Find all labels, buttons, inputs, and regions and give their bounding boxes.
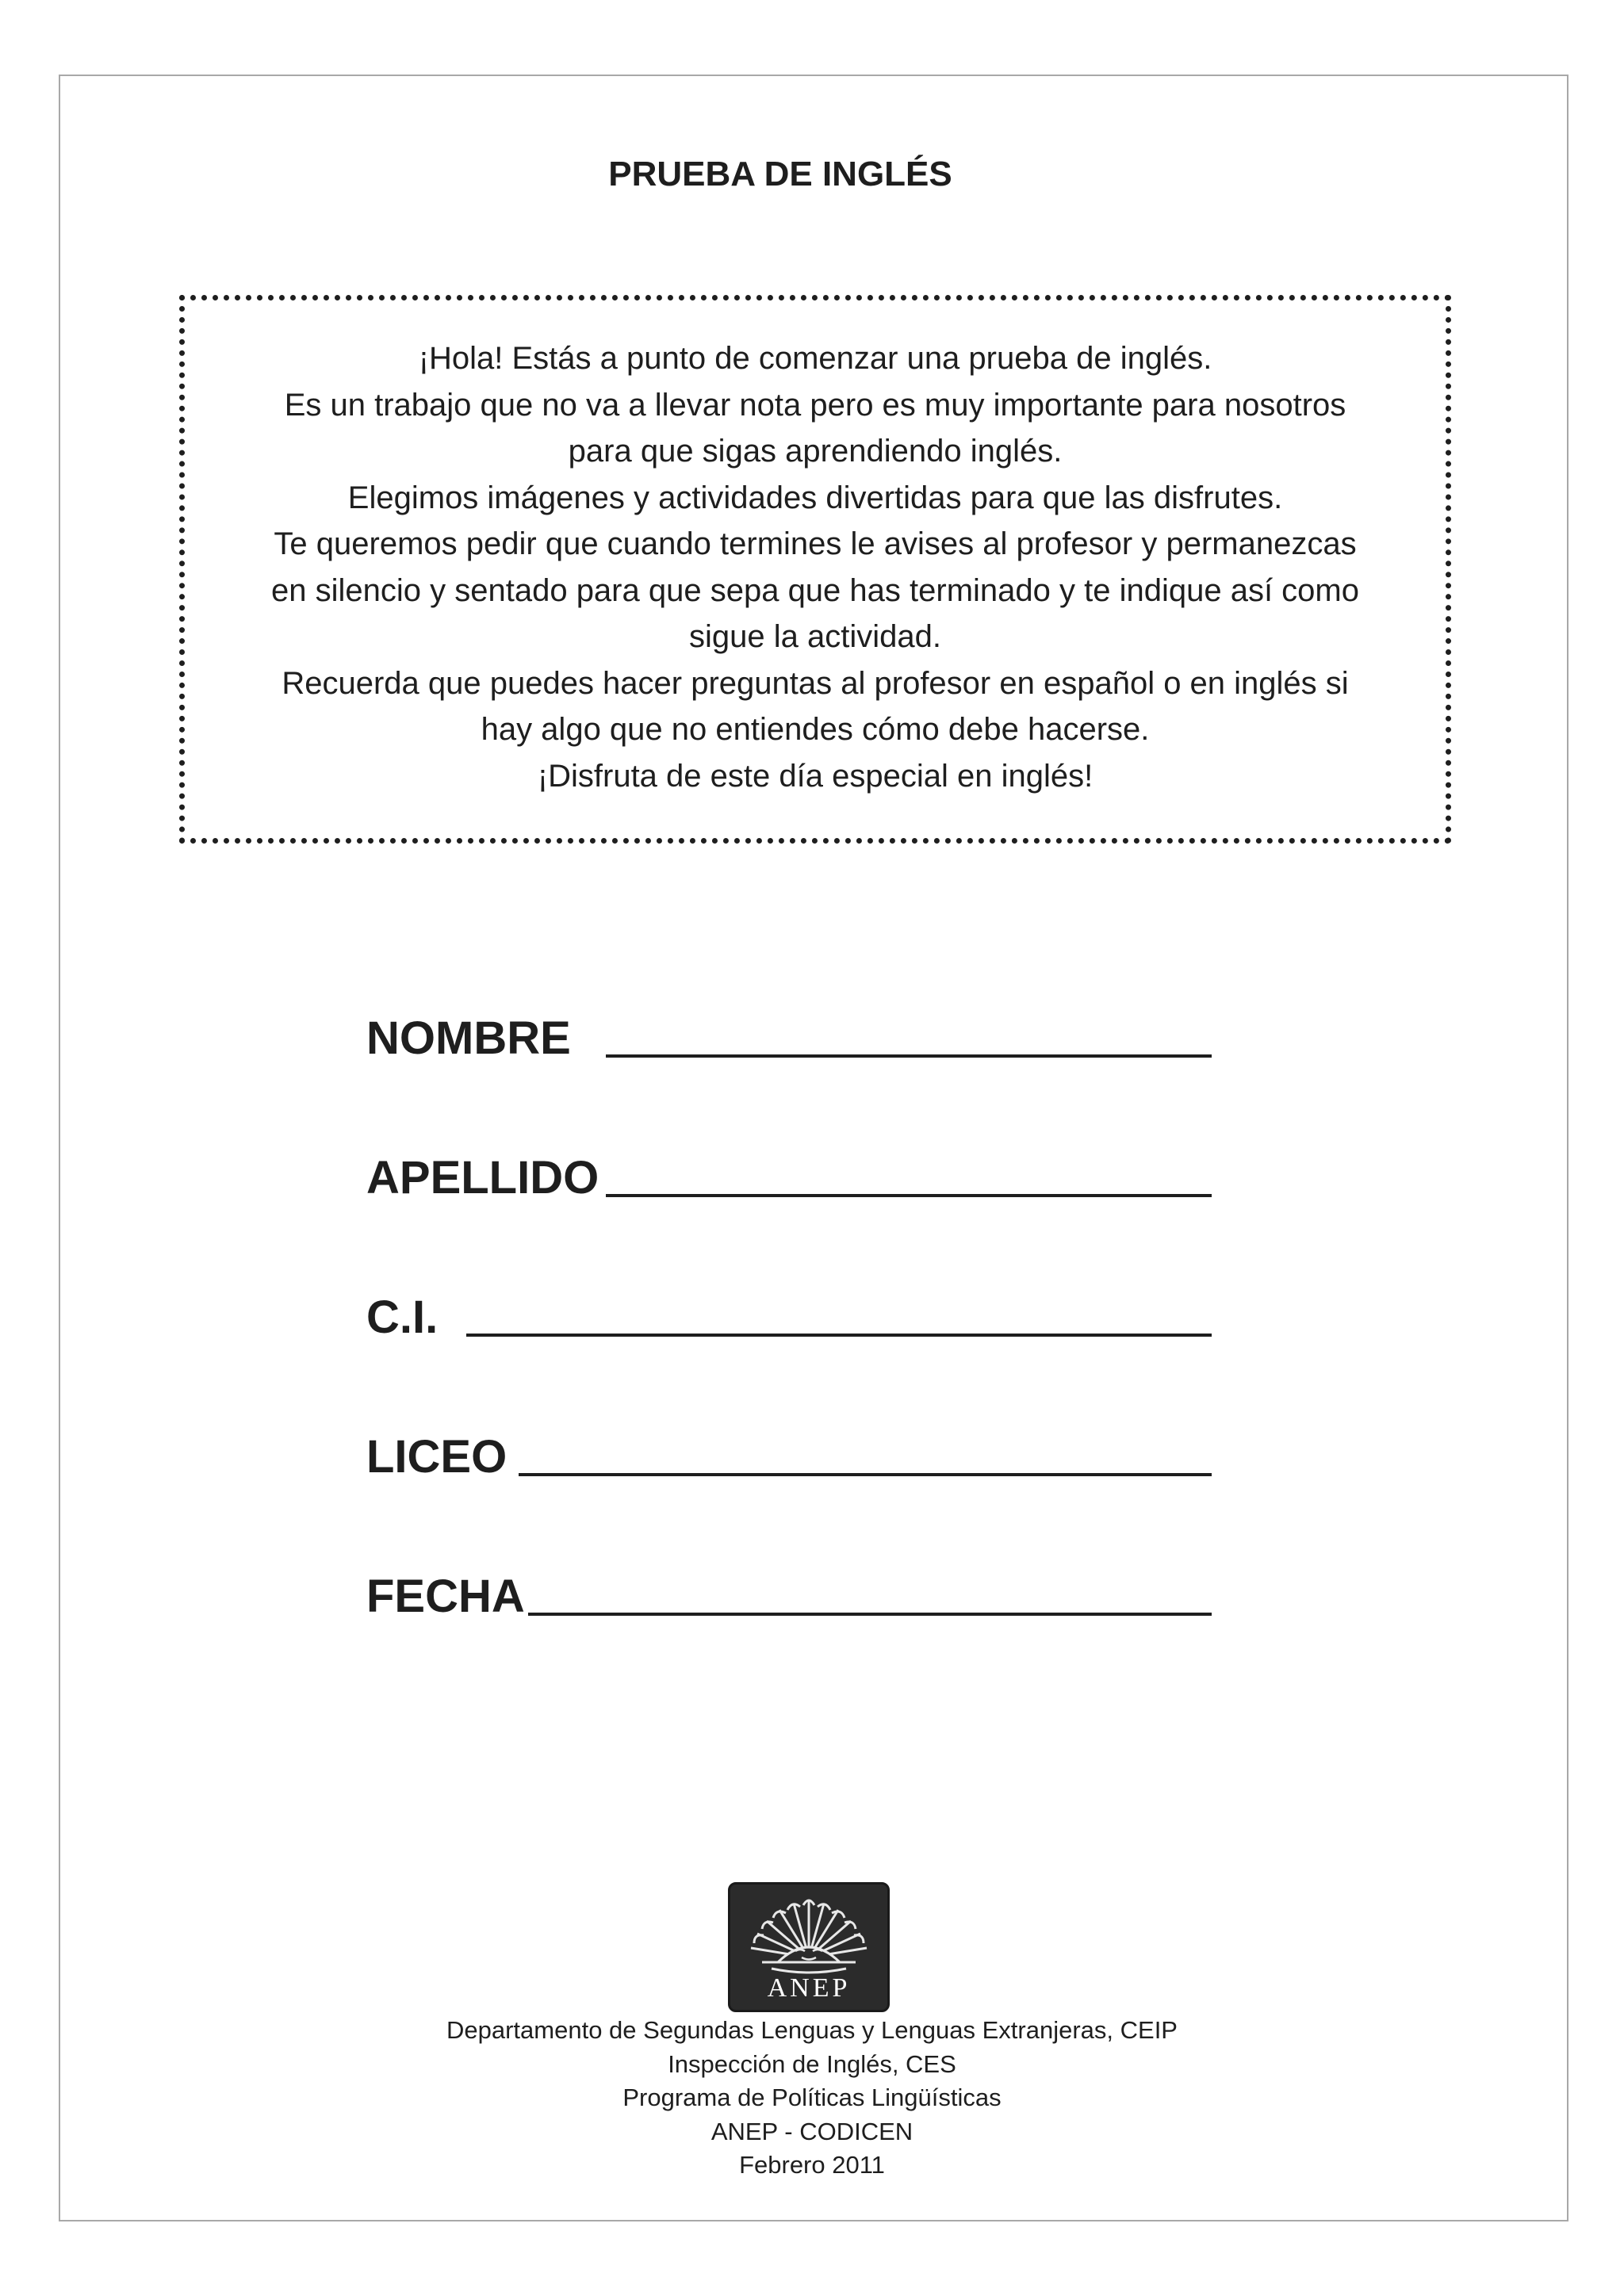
intro-line: para que sigas aprendiendo inglés. [568,434,1063,469]
intro-box [179,295,1451,844]
intro-line: Elegimos imágenes y actividades divertidas para que las disfrutes. [347,480,1283,515]
field-label-nombre: NOMBRE [366,1012,571,1064]
page-title: PRUEBA DE INGLÉS [608,155,952,193]
footer-line: ANEP - CODICEN [710,2117,914,2145]
field-line-nombre[interactable] [606,1054,1212,1058]
logo-text: ANEP [767,1973,851,2003]
intro-line: Es un trabajo que no va a llevar nota pero es muy importante para nosotros [284,387,1346,423]
intro-line: ¡Hola! Estás a punto de comenzar una prueba de inglés. [418,341,1212,376]
field-ci [366,1280,1212,1343]
footer-line: Febrero 2011 [739,2151,885,2179]
field-label-liceo: LICEO [366,1431,508,1483]
footer [0,2014,1624,2183]
intro-line: en silencio y sentado para que sepa que has terminado y te indique así como [271,572,1359,608]
field-apellido [366,1140,1212,1203]
intro-line: Te queremos pedir que cuando termines le avises al profesor y permanezcas [274,526,1357,561]
intro-line: Recuerda que puedes hacer preguntas al profesor en español o en inglés si [282,665,1349,701]
field-label-apellido: APELLIDO [366,1152,599,1203]
intro-line: sigue la actividad. [689,619,941,654]
field-line-ci[interactable] [466,1334,1212,1337]
intro-line: ¡Disfruta de este día especial en inglés! [537,758,1094,794]
field-fecha [366,1559,1212,1622]
field-line-fecha[interactable] [528,1613,1212,1616]
field-line-liceo[interactable] [519,1473,1212,1476]
anep-logo [728,1882,890,2012]
field-line-apellido[interactable] [606,1194,1212,1197]
field-liceo [366,1419,1212,1483]
footer-line: Inspección de Inglés, CES [668,2049,956,2078]
footer-line: Programa de Políticas Lingüísticas [622,2084,1002,2111]
field-label-ci: C.I. [366,1292,439,1343]
footer-line: Departamento de Segundas Lenguas y Lenguas Extranjeras, CEIP [446,2016,1178,2044]
field-label-fecha: FECHA [366,1571,525,1622]
field-nombre [366,1001,1212,1064]
intro-line: hay algo que no entiendes cómo debe hacerse. [481,712,1150,747]
